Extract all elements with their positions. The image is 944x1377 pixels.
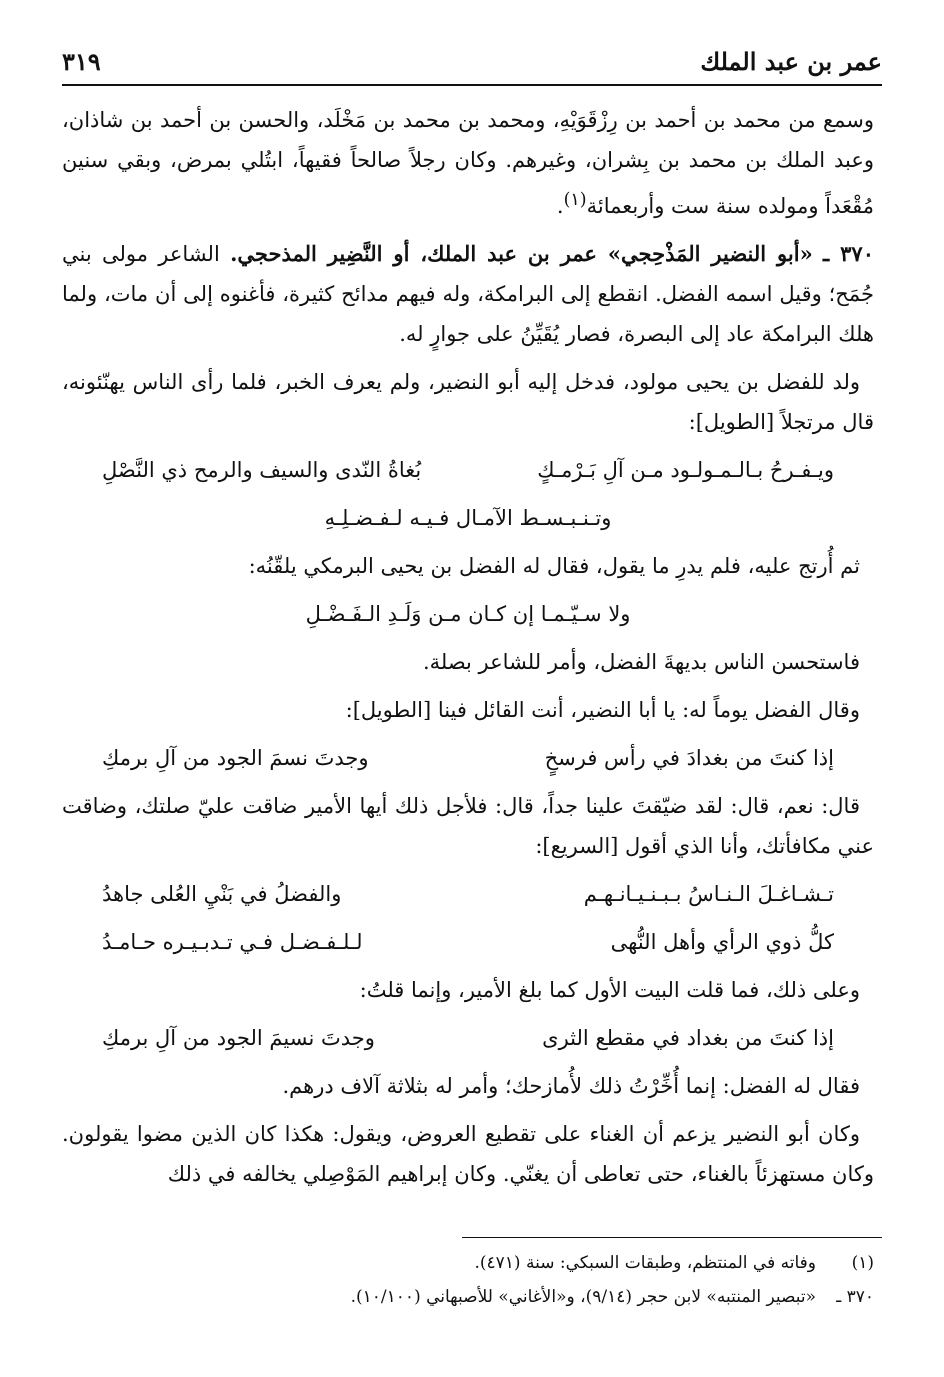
- verse-first-half: كلُّ ذوي الرأي وأهل النُّهى: [610, 930, 834, 954]
- footnote-ref: (١): [563, 190, 587, 210]
- header-divider: [62, 84, 882, 86]
- entry-number: ٣٧٠ ـ: [823, 241, 874, 266]
- verse-first-half: إذا كنتَ من بغدادَ في رأس فرسخٍ: [544, 746, 834, 770]
- paragraph: فقال له الفضل: إنما أُخِّرْتُ ذلك لأُمازحك؛ وأمر له بثلاثة آلاف درهم.: [282, 1074, 860, 1098]
- verse-line: [102, 594, 834, 634]
- main-text: [62, 100, 874, 1202]
- verse-line: [102, 450, 834, 490]
- footnote-mark: (١): [851, 1253, 874, 1273]
- verse-line: [102, 498, 834, 538]
- paragraph: وكان أبو النضير يزعم أن الغناء على تقطيع العروض، ويقول: هكذا كان الذين مضوا يقولون. وكان مستهزئاً بالغناء، حتى تعاطى أن يغنّي. وكان إبراهيم المَوْصِلي يخالفه في ذلك: [62, 1122, 874, 1186]
- verse-half: وتـنـبـسـط الآمـال فـيـه لـفـضـلِـهِ: [324, 506, 612, 530]
- verse-half: ولا سـيّـمـا إن كـان مـن وَلَـدِ الـفَـضْـلِ: [305, 602, 631, 626]
- verse-first-half: إذا كنتَ من بغداد في مقطع الثرى: [542, 1026, 834, 1050]
- entry-370: [62, 234, 874, 354]
- paragraph: وسمع من محمد بن أحمد بن رِزْقَوَيْهِ، ومحمد بن محمد بن مَخْلَد، والحسن بن أحمد بن شاذان، وعبد الملك بن محمد بن بِشران، وغيرهم. وكان رجلاً صالحاً فقيهاً، ابتُلي بمرض، وبقي سنين مُقْعَداً ومولده سنة ست وأربعمائة$^{(١)}$.: [62, 108, 874, 218]
- verse-second-half: لـلـفـضـل فـي تـدبـيـره حـامـدُ: [102, 930, 363, 954]
- entry-heading: «أبو النضير المَذْحِجي» عمر بن عبد الملك، أو النَّضِير المذحجي.: [230, 241, 813, 266]
- footnote-text: «تبصير المنتبه» لابن حجر (٩/١٤)، و«الأغاني» للأصبهاني (١٠/١٠٠).: [350, 1287, 816, 1307]
- entry-text: الشاعر مولى بني جُمَح؛ وقيل اسمه الفضل. انقطع إلى البرامكة، وله فيهم مدائح كثيرة، فأغنوه إلى أن مات، ولما هلك البرامكة عاد إلى البصرة، فصار يُقَيِّنُ على جوارٍ له.: [62, 242, 874, 346]
- paragraph: ولد للفضل بن يحيى مولود، فدخل إليه أبو النضير، ولم يعرف الخبر، فلما رأى الناس يهنّئونه، قال مرتجلاً [الطويل]:: [62, 370, 874, 434]
- running-title: عمر بن عبد الملك: [700, 47, 882, 76]
- verse-first-half: ويـفـرحُ بـالـمـولـود مـن آلِ بَـرْمـكٍ: [537, 458, 834, 482]
- verse-line: [102, 738, 834, 778]
- page-number: ٣١٩: [62, 47, 101, 76]
- verse-second-half: وجدتَ نسيمَ الجود من آلِ برمكِ: [102, 1026, 375, 1050]
- footnote-mark: ٣٧٠ ـ: [836, 1287, 874, 1307]
- verse-second-half: وجدتَ نسمَ الجود من آلِ برمكِ: [102, 746, 369, 770]
- footnotes: [62, 1246, 874, 1314]
- paragraph: فاستحسن الناس بديهةَ الفضل، وأمر للشاعر بصلة.: [422, 650, 860, 674]
- footnote-divider: [462, 1237, 882, 1238]
- verse-first-half: تـشـاغـلَ الـنـاسُ بـبـنـيـانـهـم: [583, 882, 834, 906]
- paragraph: قال: نعم، قال: لقد ضيّقتَ علينا جداً، قال: فلأجل ذلك أيها الأمير ضاقت عليّ صلتك، وضاقت عني مكافأتك، وأنا الذي أقول [السريع]:: [62, 794, 874, 858]
- footnote-1: [62, 1246, 874, 1280]
- verse-line: [102, 1018, 834, 1058]
- verse-second-half: والفضلُ في بَنْيِ العُلى جاهدُ: [102, 882, 342, 906]
- footnote-text: وفاته في المنتظم، وطبقات السبكي: سنة (٤٧١).: [474, 1253, 816, 1273]
- page-header: [62, 36, 882, 76]
- paragraph: وقال الفضل يوماً له: يا أبا النضير، أنت القائل فينا [الطويل]:: [345, 698, 860, 722]
- verse-line: [102, 922, 834, 962]
- paragraph: ثم أُرتج عليه، فلم يدرِ ما يقول، فقال له الفضل بن يحيى البرمكي يلقّنُه:: [248, 554, 860, 578]
- verse-second-half: بُغاةُ النّدى والسيف والرمح ذي النَّصْلِ: [102, 458, 422, 482]
- paragraph: وعلى ذلك، فما قلت البيت الأول كما بلغ الأمير، وإنما قلتُ:: [359, 978, 860, 1002]
- footnote-2: [62, 1280, 874, 1314]
- verse-line: [102, 874, 834, 914]
